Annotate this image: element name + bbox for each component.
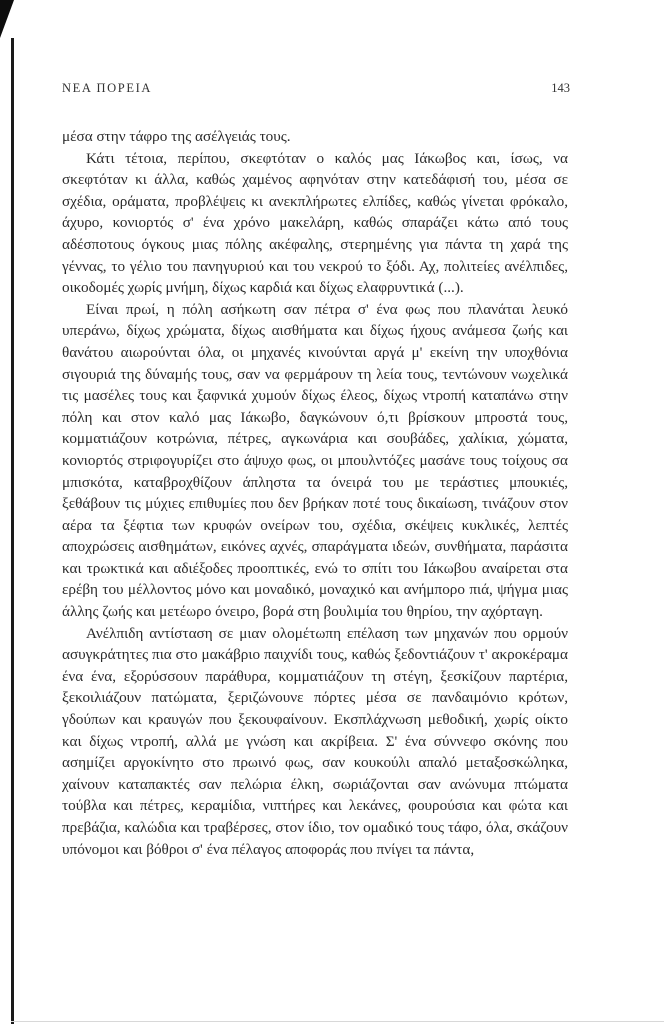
- binding-shadow-corner: [0, 0, 14, 38]
- binding-edge-shadow: [11, 38, 14, 1024]
- paragraph-continuation: μέσα στην τάφρο της ασέλγειάς τους.: [62, 128, 291, 145]
- paragraph: Είναι πρωί, η πόλη ασήκωτη σαν πέτρα σ' ένα φως που πλανάται λευκό υπεράνω, δίχως χρώματα, δίχως αισθήματα και δίχως ήχους ανάμεσα ζωής και θανάτου αιωρούνται όλα, οι μηχανές κινούνται αργά μ' εκείνη την υποχθόνια σιγουριά της δύναμής τους, σαν να φερμάρουν τη λεία τους, τεντώνουν νωχελικά τις μασέλες τους και ξαφνικά χυμούν δίχως έλεος, δίχως ντροπή καταπάνω στην πόλη και στον καλό μας Ιάκωβο, δαγκώνουν ό,τι βρίσκουν μπροστά τους, κομματιάζουν κοτρώνια, πέτρες, αγκωνάρια και σουβάδες, χαλίκια, χώματα, κονιορτός στριφογυρίζει στο άψυχο φως, οι μπουλντόζες μασάνε τους τοίχους σα μπισκότα, καταβροχθίζουν άπληστα τα όνειρά του με τεράστιες μπουκιές, ξεθάβουν τις μύχιες επιθυμίες που δεν βρήκαν ποτέ τους δικαίωση, τινάζουν στον αέρα τα ξέφτια των κρυφών ονείρων του, σχέδια, σκέψεις κυκλικές, λεπτές αποχρώσεις αισθημάτων, εικόνες αχνές, σπαράγματα ιδεών, συνθήματα, παράσιτα και τρωκτικά και αδιέξοδες προοπτικές, ενώ το σπίτι του Ιάκωβου αναίρεται στα ερέβη του μέλλοντος μόνο και μοναδικό, μοναχικό και ανήμπορο πιά, ψήγμα μιας άλλης ζωής και μετέωρο όνειρο, βορά στη βουλιμία του θηρίου, την αχόρταγη.: [62, 300, 568, 621]
- page-bottom-edge: [11, 1021, 664, 1022]
- running-head-title: ΝΕΑ ΠΟΡΕΙΑ: [62, 81, 152, 95]
- paragraph: Κάτι τέτοια, περίπου, σκεφτόταν ο καλός μας Ιάκωβος και, ίσως, να σκεφτόταν κι άλλα, καθώς χαμένος αφηνόταν στην κατεδάφισή του, μέσα σε σχέδια, οράματα, προβλέψεις κι ανεκπλήρωτες ελπίδες, καθώς γίνεται φρόκαλο, άχυρο, κονιορτός σ' ένα χρόνο μακελάρη, καθώς σπαράζει κάτω από τους αδέσποτους όγκους μιας πόλης ακέφαλης, στερημένης για πάντα τη χαρά της γέννας, το γέλιο του πανηγυριού και του νεκρού το ξόδι. Αχ, πολιτείες ανέλπιδες, οικοδομές χωρίς μνήμη, δίχως καρδιά και δίχως ελαφρυντικά (...).: [62, 149, 568, 297]
- paragraph: Ανέλπιδη αντίσταση σε μιαν ολομέτωπη επέλαση των μηχανών που ορμούν ασυγκράτητες πια στο μακάβριο παιχνίδι τους, καθώς ξεδοντιάζουν τ' ακροκέραμα ένα ένα, εξορύσσουν παράθυρα, κομματιάζουν τη στέγη, ξεσκίζουν παρτέρια, ξεκοιλιάζουν πατώματα, ξεριζώνουνε πόρτες μέσα σε πανδαιμόνιο κρότων, γδούπων και κραυγών που ξεκουφαίνουν. Εκσπλάχνωση μεθοδική, χωρίς οίκτο και δίχως ντροπή, αλλά με γνώση και ακρίβεια. Σ' ένα σύννεφο σκόνης που ασημίζει αργοκίνητο στο πρωινό φως, σαν κουκούλι απαλό μεταξοσκώληκα, χαίνουν καταπακτές σαν πελώρια έλκη, σωριάζονται σαν ανώνυμα πτώματα τούβλα και πέτρες, κεραμίδια, νιπτήρες και λεκάνες, φουρούσια και φώτα και πρεβάζια, καλώδια και τραβέρσες, στον ίδιο, τον ομαδικό τους τάφο, όλα, σκάζουν υπόνομοι και βόθροι σ' ένα πέλαγος αποφοράς που πνίγει τα πάντα,: [62, 624, 568, 858]
- body-text: [62, 126, 568, 996]
- page-number: 143: [551, 81, 570, 95]
